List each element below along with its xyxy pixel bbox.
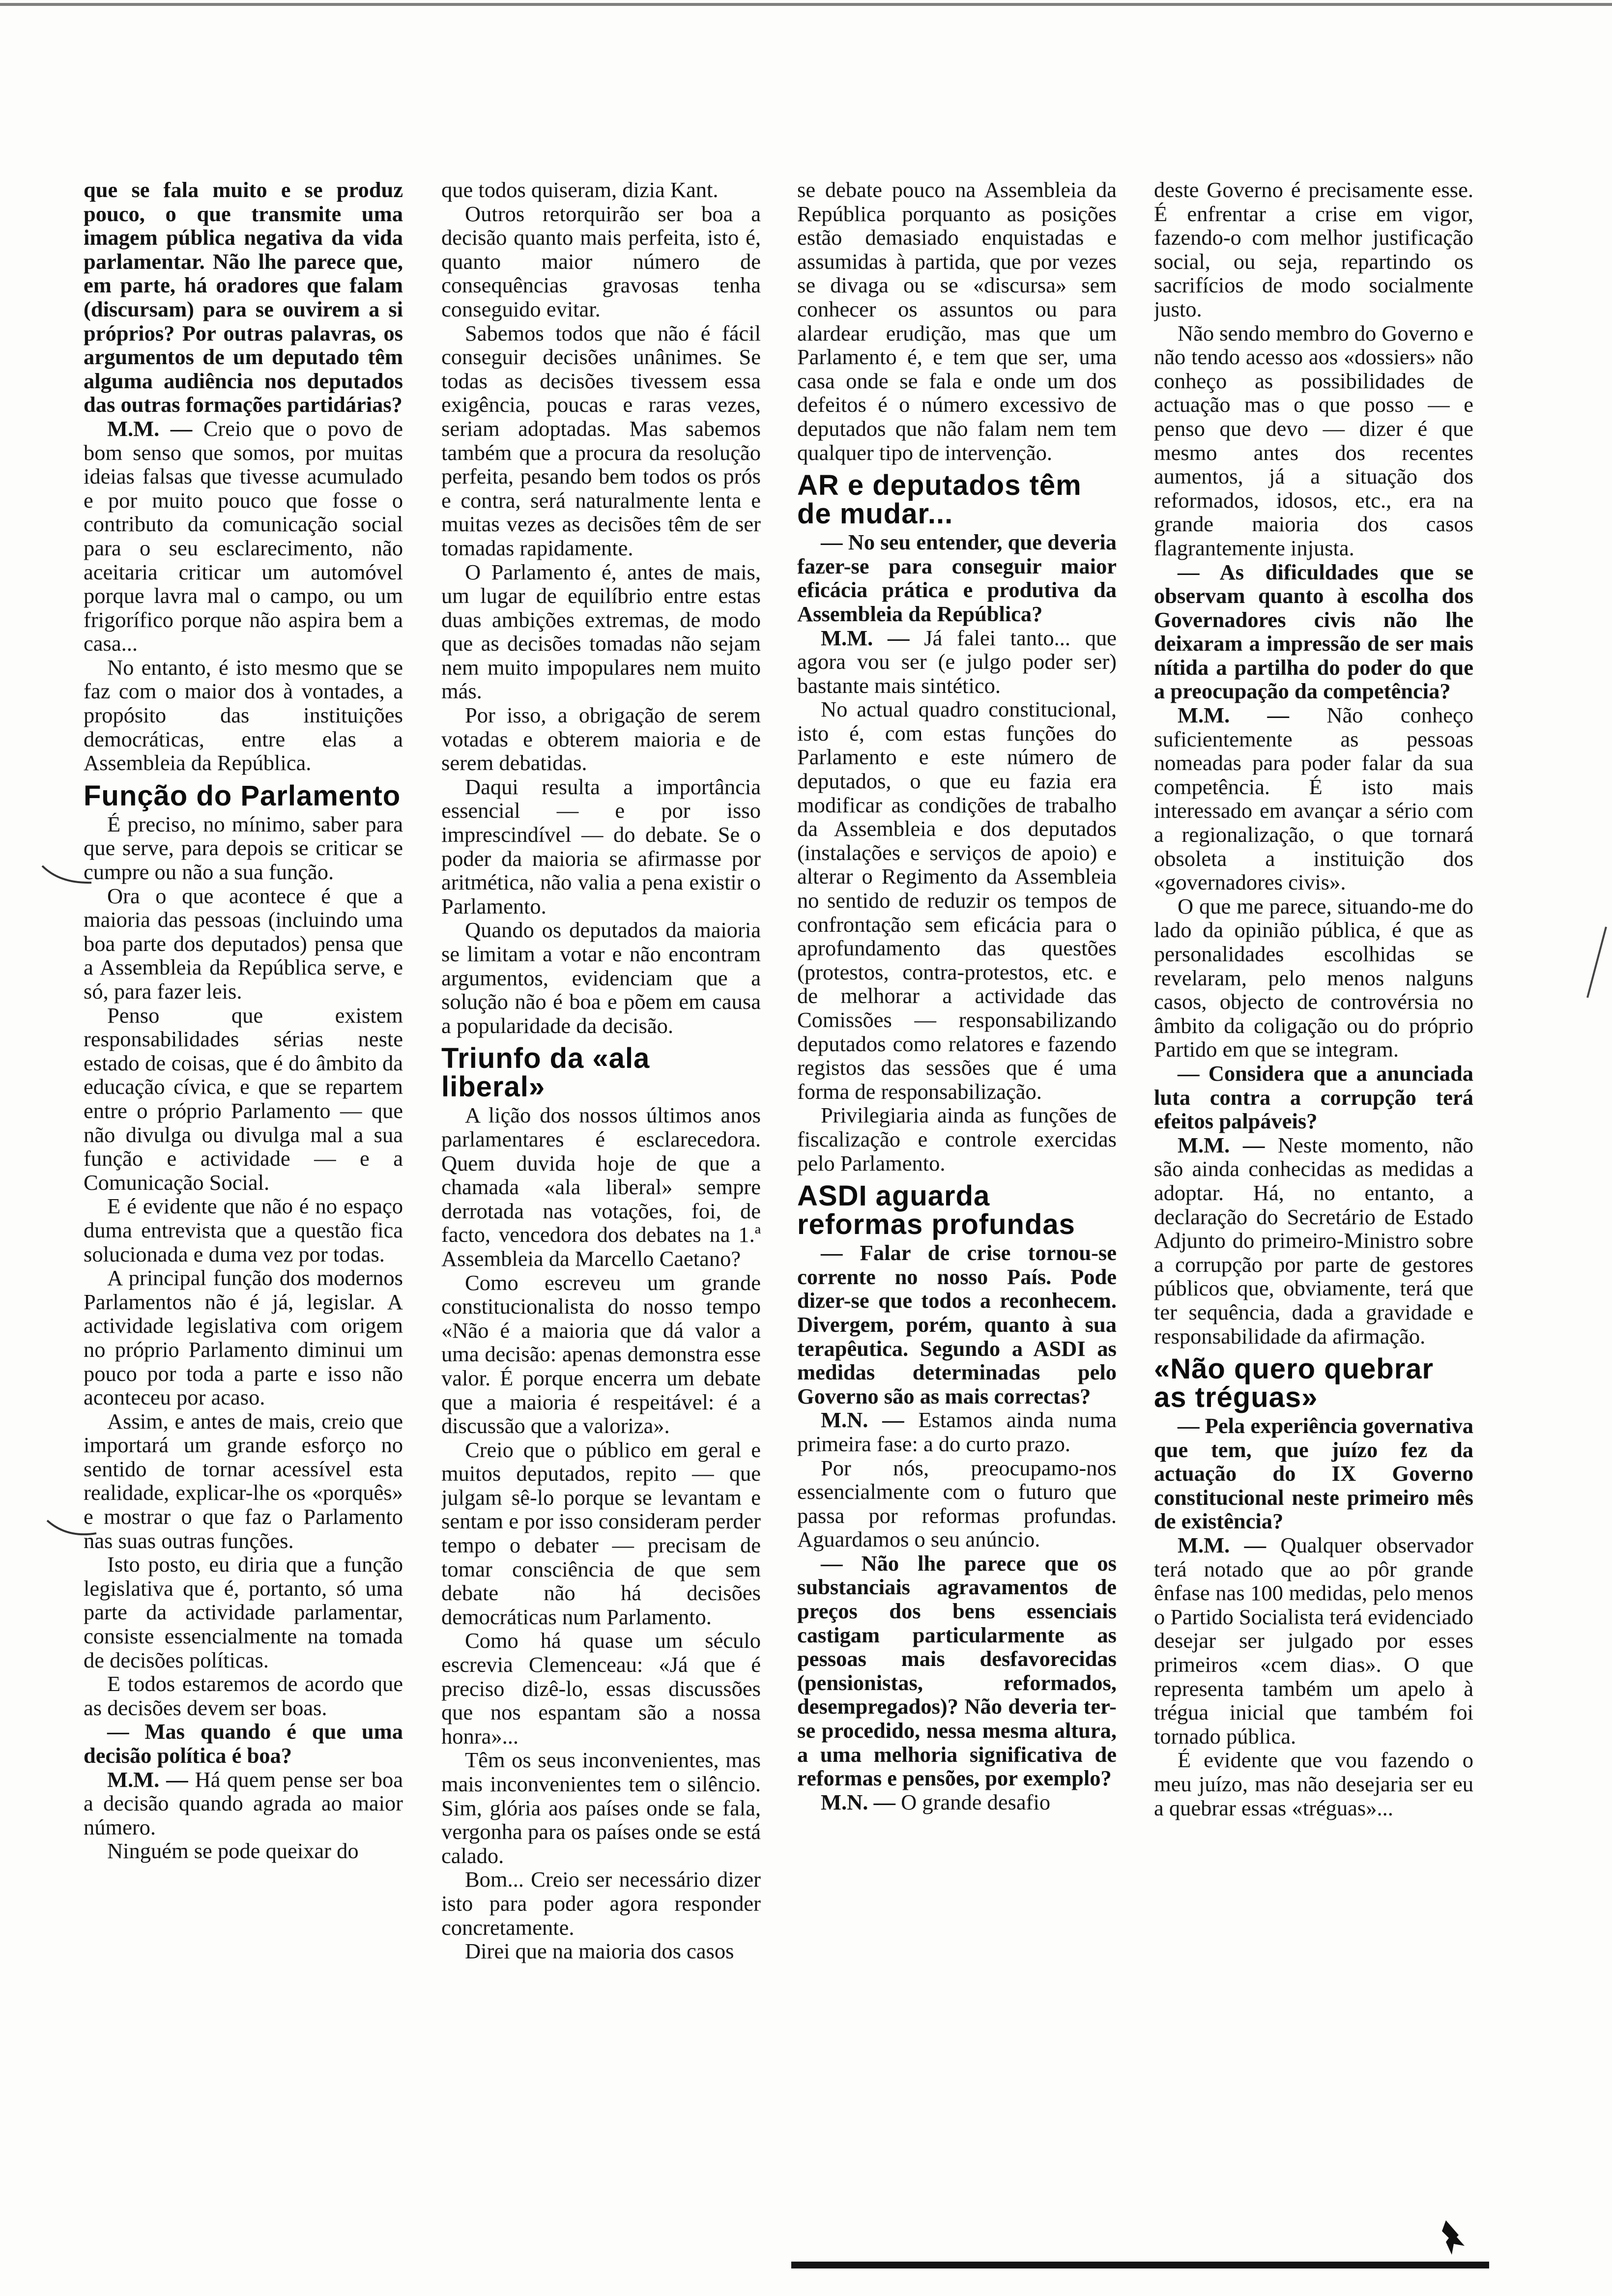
column-1 xyxy=(84,178,403,2286)
speaker-initials: M.M. — xyxy=(1178,703,1327,728)
answer-text: O grande desafio xyxy=(901,1789,1051,1814)
body-paragraph: A principal função dos modernos Parlamentos não é já, legislar. A actividade legislativa com origem no próprio Parlamento diminui um pouco por toda a parte e isso não aconteceu por acaso. xyxy=(84,1265,403,1410)
question-paragraph: — Não lhe parece que os substanciais agravamentos de preços dos bens essenciais castigam particularmente as pessoas mais desfavorecidas (pensionistas, reformados, desempregados)? Não deveria ter-se procedido, nessa mesma altura, a uma melhoria significativa de reformas e pensões, por exemplo? xyxy=(797,1550,1117,1791)
margin-pencil-mark xyxy=(40,860,94,890)
question-paragraph: — Pela experiência governativa que tem, que juízo fez da actuação do IX Governo constitucional neste primeiro mês de existência? xyxy=(1154,1413,1473,1534)
margin-pencil-mark xyxy=(1584,924,1609,1003)
question-paragraph: — Mas quando é que uma decisão política é boa? xyxy=(84,1719,403,1768)
body-paragraph: Quando os deputados da maioria se limitam a votar e não encontram argumentos, evidenciam que a solução não é boa e põem em causa a popularidade da decisão. xyxy=(441,918,761,1038)
body-paragraph: Privilegiaria ainda as funções de fiscalização e controle exercidas pelo Parlamento. xyxy=(797,1103,1117,1176)
body-paragraph: No entanto, é isto mesmo que se faz com o maior dos à vontades, a propósito das instituições democráticas, entre elas a Assembleia da República. xyxy=(84,655,403,775)
speaker-initials: M.N. — xyxy=(821,1407,919,1433)
answer-text: Há quem pense ser boa a decisão quando agrada ao maior número. xyxy=(84,1767,403,1839)
continued-paragraph: que todos quiseram, dizia Kant. xyxy=(441,178,719,202)
body-paragraph: É evidente que vou fazendo o meu juízo, mas não desejaria ser eu a quebrar essas «tréguas»... xyxy=(1154,1748,1473,1820)
body-paragraph: Daqui resulta a importância essencial — e por isso imprescindível — do debate. Se o poder da maioria se afirmasse por aritmética, não valia a pena existir o Parlamento. xyxy=(441,774,761,918)
column-3 xyxy=(797,178,1117,2286)
body-paragraph: Assim, e antes de mais, creio que importará um grande esforço no sentido de tornar acessível esta realidade, explicar-lhe os «porquês» e mostrar o que faz o Parlamento nas suas outras funções. xyxy=(84,1408,403,1553)
body-paragraph: Bom... Creio ser necessário dizer isto para poder agora responder concretamente. xyxy=(441,1867,761,1940)
speaker-initials: M.M. — xyxy=(107,1767,195,1792)
section-heading: ASDI aguarda reformas profundas xyxy=(797,1180,1075,1241)
body-paragraph: A lição dos nossos últimos anos parlamentares é esclarecedora. Quem duvida hoje de que a chamada «ala liberal» sempre derrotada nas votações, foi, de facto, vencedora dos debates na 1.ª Assembleia da Marcello Caetano? xyxy=(441,1103,761,1271)
body-paragraph: O Parlamento é, antes de mais, um lugar de equilíbrio entre estas duas ambições extremas, de modo que as decisões tomadas não sejam nem muito impopulares nem muito más. xyxy=(441,559,761,704)
answer-paragraph xyxy=(797,1408,1117,1456)
answer-text: Creio que o povo de bom senso que somos, por muitas ideias falsas que tivesse acumulado e por muito pouco que fosse o contributo da comunicação social para o seu esclarecimento, não aceitaria criticar um automóvel porque lavra mal o campo, ou um frigorífico porque não aspira bem a casa... xyxy=(84,416,403,656)
answer-paragraph xyxy=(1154,703,1473,894)
answer-text: Já falei tanto... que agora vou ser (e julgo poder ser) bastante mais sintético. xyxy=(797,625,1117,698)
section-heading: Triunfo da «ala liberal» xyxy=(441,1042,650,1103)
question-paragraph: que se fala muito e se produz pouco, o que transmite uma imagem pública negativa da vida parlamentar. Não lhe parece que, em parte, há oradores que falam (discursam) para se ouvirem a si próprios? Por outras palavras, os argumentos de um deputado têm alguma audiência nos deputados das outras formações partidárias? xyxy=(84,178,403,417)
body-paragraph: Ora o que acontece é que a maioria das pessoas (incluindo uma boa parte dos deputados) pensa que a Assembleia da República serve, e só, para fazer leis. xyxy=(84,883,403,1004)
question-paragraph: — As dificuldades que se observam quanto à escolha dos Governadores civis não lhe deixaram a impressão de ser mais nítida a partilha do poder do que a preocupação da competência? xyxy=(1154,559,1473,704)
continue-arrow-icon xyxy=(1439,2220,1468,2255)
answer-paragraph xyxy=(84,417,403,656)
section-heading: AR e deputados têm de mudar... xyxy=(797,469,1082,530)
body-paragraph: Como há quase um século escrevia Clemenceau: «Já que é preciso dizê-lo, essas discussões que nos espantam são a nossa honra»... xyxy=(441,1628,761,1749)
answer-paragraph xyxy=(797,1790,1117,1814)
body-paragraph: Como escreveu um grande constitucionalista do nosso tempo «Não é a maioria que dá valor a uma decisão: apenas demonstra esse valor. É porque encerra um debate que a maioria é respeitável: é a discussão que a valoriza». xyxy=(441,1270,761,1438)
body-paragraph: No actual quadro constitucional, isto é, com estas funções do Parlamento e este número de deputados, o que eu fazia era modificar as condições de trabalho da Assembleia e dos deputados (instalações e serviços de apoio) e alterar o Regimento da Assembleia no sentido de reduzir os tempos de confrontação sem eficácia para o aprofundamento das questões (protestos, contra-protestos, etc. e de melhorar a actividade das Comissões — responsabilizando deputados como relatores e fazendo registos das sessões que é uma forma de responsabilização. xyxy=(797,697,1117,1104)
body-paragraph: Por isso, a obrigação de serem votadas e obterem maioria e de serem debatidas. xyxy=(441,703,761,775)
continued-paragraph: se debate pouco na Assembleia da República porquanto as posições estão demasiado enquistadas e assumidas à partida, que por vezes se divaga ou se «discursa» sem conhecer os assuntos ou para alardear erudição, mas que um Parlamento é, e tem que ser, uma casa onde se fala e onde um dos defeitos é o número excessivo de deputados que não falam nem tem qualquer tipo de intervenção. xyxy=(797,178,1117,465)
body-paragraph: Sabemos todos que não é fácil conseguir decisões unânimes. Se todas as decisões tivessem essa exigência, poucas e raras vezes, seriam adoptadas. Mas sabemos também que a procura da resolução perfeita, pesando bem todos os prós e contra, será naturalmente lenta e muitas vezes as decisões têm de ser tomadas rapidamente. xyxy=(441,320,761,560)
column-4 xyxy=(1154,178,1473,2286)
section-heading: «Não quero quebrar as tréguas» xyxy=(1154,1353,1434,1414)
body-paragraph: E todos estaremos de acordo que as decisões devem ser boas. xyxy=(84,1671,403,1720)
answer-paragraph xyxy=(1154,1133,1473,1348)
answer-text: Neste momento, não são ainda conhecidas as medidas a adoptar. Há, no entanto, a declaração do Secretário de Estado Adjunto do primeiro-Ministro sobre a corrupção por parte de gestores públicos que, obviamente, terá que ter sequência, dada a gravidade e responsabilidade da afirmação. xyxy=(1154,1132,1473,1349)
body-paragraph: Por nós, preocupamo-nos essencialmente com o futuro que passa por reformas profundas. Aguardamos o seu anúncio. xyxy=(797,1455,1117,1552)
body-paragraph: E é evidente que não é no espaço duma entrevista que a questão fica solucionada e duma vez por todas. xyxy=(84,1194,403,1266)
question-paragraph: — Falar de crise tornou-se corrente no nosso País. Pode dizer-se que todos a reconhecem. Divergem, porém, quanto à sua terapêutica. Segundo a ASDI as medidas determinadas pelo Governo são as mais correctas? xyxy=(797,1240,1117,1408)
body-paragraph: Penso que existem responsabilidades sérias neste estado de coisas, que é do âmbito da educação cívica, e que se repartem entre o próprio Parlamento — que não divulga ou divulga mal a sua função e actividade — e a Comunicação Social. xyxy=(84,1003,403,1195)
body-paragraph: Não sendo membro do Governo e não tendo acesso aos «dossiers» não conheço as possibilidades de actuação mas o que posso — e penso que devo — dizer é que mesmo antes dos recentes aumentos, já a situação dos reformados, idosos, etc., era na grande maioria dos casos flagrantemente injusta. xyxy=(1154,320,1473,560)
body-paragraph: Direi que na maioria dos casos xyxy=(465,1939,734,1964)
answer-text: Não conheço suficientemente as pessoas nomeadas para poder falar da sua competência. É isto mais interessado em avançar a sério com a regionalização, o que tornará obsoleta a instituição dos «governadores civis». xyxy=(1154,703,1473,895)
article-body xyxy=(84,178,1484,2286)
answer-paragraph xyxy=(84,1768,403,1839)
speaker-initials: M.M. — xyxy=(821,625,924,650)
body-paragraph: Outros retorquirão ser boa a decisão quanto mais perfeita, isto é, quanto maior número de consequências gravosas tenha conseguido evitar. xyxy=(441,201,761,321)
speaker-initials: M.M. — xyxy=(1178,1132,1278,1157)
speaker-initials: M.N. — xyxy=(821,1789,901,1814)
body-paragraph: Ninguém se pode queixar do xyxy=(107,1838,359,1864)
answer-paragraph xyxy=(797,626,1117,698)
body-paragraph: Têm os seus inconvenientes, mas mais inconvenientes tem o silêncio. Sim, glória aos países onde se fala, vergonha para os países onde se está calado. xyxy=(441,1748,761,1868)
continued-paragraph: deste Governo é precisamente esse. É enfrentar a crise em vigor, fazendo-o com melhor justificação social, ou seja, repartindo os sacrifícios de modo socialmente justo. xyxy=(1154,178,1473,321)
page-top-rule xyxy=(0,3,1612,6)
end-rule xyxy=(791,2262,1489,2268)
column-2 xyxy=(441,178,761,2286)
answer-text: Qualquer observador terá notado que ao pôr grande ênfase nas 100 medidas, pelo menos o Partido Socialista terá evidenciado desejar ser julgado por esses primeiros «cem dias». O que representa também um apelo à trégua inicial que também foi tornado pública. xyxy=(1154,1533,1473,1749)
body-paragraph: Creio que o público em geral e muitos deputados, repito — que julgam sê-lo porque se levantam e sentam e por isso consideram perder tempo o debater — precisam de tomar consciência de que sem debate não há decisões democráticas num Parlamento. xyxy=(441,1437,761,1629)
question-paragraph: — No seu entender, que deveria fazer-se para conseguir maior eficácia prática e produtiva da Assembleia da República? xyxy=(797,530,1117,626)
question-paragraph: — Considera que a anunciada luta contra a corrupção terá efeitos palpáveis? xyxy=(1154,1061,1473,1134)
section-heading: Função do Parlamento xyxy=(84,779,401,812)
body-paragraph: É preciso, no mínimo, saber para que serve, para depois se criticar se cumpre ou não a sua função. xyxy=(84,811,403,885)
body-paragraph: Isto posto, eu diria que a função legislativa que é, portanto, só uma parte da actividade parlamentar, consiste essencialmente na tomada de decisões políticas. xyxy=(84,1552,403,1672)
margin-pencil-mark xyxy=(45,1514,99,1543)
body-paragraph: O que me parece, situando-me do lado da opinião pública, é que as personalidades escolhidas se revelaram, pelo menos nalguns casos, objecto de controvérsia no âmbito da coligação ou do próprio Partido em que se integram. xyxy=(1154,893,1473,1062)
speaker-initials: M.M. — xyxy=(1178,1533,1281,1558)
answer-paragraph xyxy=(1154,1533,1473,1748)
speaker-initials: M.M. — xyxy=(107,416,203,441)
answer-text: Estamos ainda numa primeira fase: a do curto prazo. xyxy=(797,1407,1117,1456)
